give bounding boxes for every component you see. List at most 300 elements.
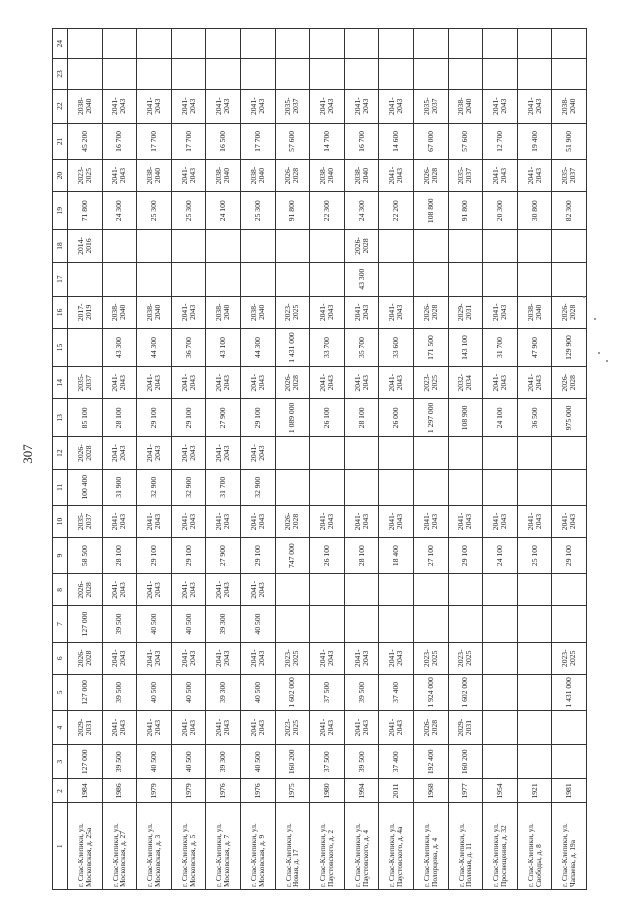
table-cell: 2041-2043 bbox=[240, 89, 275, 123]
table-cell: 2029-2031 bbox=[448, 711, 483, 745]
table-cell: 2023-2025 bbox=[413, 367, 448, 399]
table-cell: 1 602 000 bbox=[448, 674, 483, 710]
table-cell: 43 100 bbox=[206, 328, 241, 366]
table-cell bbox=[206, 230, 241, 262]
table-cell: 2041-2043 bbox=[206, 437, 241, 469]
table-cell: 2041-2043 bbox=[517, 367, 552, 399]
table-cell: 2041-2043 bbox=[102, 437, 137, 469]
table-cell: 171 500 bbox=[413, 328, 448, 366]
table-cell: 2029-2031 bbox=[68, 711, 103, 745]
table-cell bbox=[483, 437, 518, 469]
table-cell bbox=[68, 328, 103, 366]
address-cell: г. Спас-Клепики, ул. Московская, д. 9 bbox=[240, 803, 275, 890]
table-row bbox=[275, 29, 310, 890]
column-header: 7 bbox=[53, 606, 68, 642]
table-cell: 2041-2043 bbox=[379, 711, 414, 745]
table-cell: 129 900 bbox=[552, 328, 587, 366]
table-cell: 2041-2043 bbox=[206, 574, 241, 606]
table-row bbox=[68, 29, 103, 890]
table-cell: 2041-2043 bbox=[206, 89, 241, 123]
table-cell: 2023-2025 bbox=[68, 159, 103, 191]
table-cell bbox=[137, 262, 172, 296]
table-cell: 16 500 bbox=[206, 123, 241, 159]
table-cell: 1968 bbox=[413, 779, 448, 803]
table-cell bbox=[448, 606, 483, 642]
table-cell: 2041-2043 bbox=[102, 159, 137, 191]
table-cell bbox=[68, 262, 103, 296]
table-cell: 2038-2040 bbox=[137, 159, 172, 191]
table-cell: 2041-2043 bbox=[102, 642, 137, 674]
table-cell: 85 100 bbox=[68, 399, 103, 437]
table-cell bbox=[483, 606, 518, 642]
table-row bbox=[240, 29, 275, 890]
table-cell: 2041-2043 bbox=[137, 367, 172, 399]
table-cell bbox=[483, 59, 518, 89]
table-cell: 57 600 bbox=[448, 123, 483, 159]
table-cell: 1 431 000 bbox=[275, 328, 310, 366]
table-cell: 27 100 bbox=[413, 538, 448, 574]
column-header: 2 bbox=[53, 779, 68, 803]
table-cell bbox=[344, 606, 379, 642]
table-cell: 2038-2040 bbox=[517, 296, 552, 328]
table-cell bbox=[448, 574, 483, 606]
table-cell bbox=[206, 262, 241, 296]
column-header: 6 bbox=[53, 642, 68, 674]
address-cell: г. Спас-Клепики, ул. Свободы, д. 8 bbox=[517, 803, 552, 890]
table-cell: 37 500 bbox=[310, 745, 345, 779]
table-cell: 28 100 bbox=[344, 538, 379, 574]
table-cell bbox=[483, 262, 518, 296]
table-cell: 2023-2025 bbox=[275, 296, 310, 328]
table-cell: 26 000 bbox=[379, 399, 414, 437]
table-cell bbox=[275, 606, 310, 642]
table-row bbox=[206, 29, 241, 890]
table-cell bbox=[310, 262, 345, 296]
table-cell bbox=[483, 642, 518, 674]
table-cell bbox=[483, 574, 518, 606]
table-cell: 19 400 bbox=[517, 123, 552, 159]
table-cell bbox=[517, 29, 552, 59]
table-cell: 1986 bbox=[102, 779, 137, 803]
table-cell: 28 100 bbox=[344, 399, 379, 437]
column-header: 10 bbox=[53, 505, 68, 537]
table-cell: 24 100 bbox=[483, 399, 518, 437]
table-cell bbox=[68, 29, 103, 59]
table-cell: 160 200 bbox=[275, 745, 310, 779]
table-cell bbox=[552, 230, 587, 262]
table-cell: 108 900 bbox=[448, 399, 483, 437]
table-cell: 24 100 bbox=[206, 192, 241, 230]
table-cell bbox=[483, 469, 518, 505]
table-cell: 2041-2043 bbox=[240, 437, 275, 469]
column-header: 1 bbox=[53, 803, 68, 890]
table-cell: 2038-2040 bbox=[137, 296, 172, 328]
table-cell: 45 200 bbox=[68, 123, 103, 159]
table-cell: 25 300 bbox=[137, 192, 172, 230]
table-cell: 39 300 bbox=[206, 606, 241, 642]
table-cell bbox=[344, 437, 379, 469]
table-cell: 24 300 bbox=[344, 192, 379, 230]
column-header: 4 bbox=[53, 711, 68, 745]
table-cell bbox=[310, 29, 345, 59]
table-cell bbox=[240, 59, 275, 89]
table-cell: 26 100 bbox=[310, 399, 345, 437]
table-cell: 30 800 bbox=[517, 192, 552, 230]
table-cell: 2041-2043 bbox=[310, 642, 345, 674]
table-cell: 2041-2043 bbox=[379, 89, 414, 123]
table-cell: 2029-2031 bbox=[448, 296, 483, 328]
table-cell bbox=[310, 606, 345, 642]
table-cell bbox=[413, 230, 448, 262]
table-cell bbox=[413, 59, 448, 89]
table-cell bbox=[448, 29, 483, 59]
table-row bbox=[517, 29, 552, 890]
column-header: 12 bbox=[53, 437, 68, 469]
table-cell: 2038-2040 bbox=[206, 159, 241, 191]
table-cell bbox=[483, 711, 518, 745]
table-cell: 2041-2043 bbox=[102, 505, 137, 537]
table-cell: 1984 bbox=[68, 779, 103, 803]
address-cell: г. Спас-Клепики, ул. Просвещения, д. 32 bbox=[483, 803, 518, 890]
address-cell: г. Спас-Клепики, ул. Московская, д. 7 bbox=[206, 803, 241, 890]
table-cell: 127 000 bbox=[68, 745, 103, 779]
table-cell: 2041-2043 bbox=[102, 574, 137, 606]
table-cell: 18 400 bbox=[379, 538, 414, 574]
table-cell: 2038-2040 bbox=[240, 296, 275, 328]
table-cell bbox=[552, 29, 587, 59]
table-cell: 39 500 bbox=[102, 674, 137, 710]
table-cell: 1980 bbox=[310, 779, 345, 803]
table-cell bbox=[310, 574, 345, 606]
table-cell: 36 700 bbox=[171, 328, 206, 366]
table-cell: 40 500 bbox=[137, 674, 172, 710]
table-cell bbox=[171, 59, 206, 89]
table-cell bbox=[379, 29, 414, 59]
table-cell: 25 300 bbox=[240, 192, 275, 230]
table-cell: 22 200 bbox=[379, 192, 414, 230]
table-cell: 39 500 bbox=[344, 674, 379, 710]
table-cell: 2041-2043 bbox=[171, 574, 206, 606]
table-cell bbox=[448, 59, 483, 89]
table-cell: 2035-2037 bbox=[552, 159, 587, 191]
table-cell bbox=[517, 711, 552, 745]
table-cell: 1975 bbox=[275, 779, 310, 803]
table-cell: 2023-2025 bbox=[275, 711, 310, 745]
table-cell: 2026-2028 bbox=[552, 367, 587, 399]
table-cell: 2023-2025 bbox=[552, 642, 587, 674]
table-cell: 2041-2043 bbox=[137, 574, 172, 606]
table-cell: 2038-2040 bbox=[552, 89, 587, 123]
table-cell bbox=[102, 262, 137, 296]
table-cell bbox=[379, 262, 414, 296]
table-cell: 2041-2043 bbox=[310, 711, 345, 745]
table-cell: 91 800 bbox=[448, 192, 483, 230]
table-cell bbox=[240, 262, 275, 296]
table-cell: 2041-2043 bbox=[171, 642, 206, 674]
table-cell: 57 600 bbox=[275, 123, 310, 159]
table-cell: 2041-2043 bbox=[517, 159, 552, 191]
table-cell: 2026-2028 bbox=[275, 505, 310, 537]
table-cell: 2041-2043 bbox=[310, 89, 345, 123]
table-cell: 29 100 bbox=[552, 538, 587, 574]
address-cell: г. Спас-Клепики, ул. Новая, д. 17 bbox=[275, 803, 310, 890]
table-cell bbox=[310, 230, 345, 262]
table-cell bbox=[206, 29, 241, 59]
table-cell: 2026-2028 bbox=[552, 296, 587, 328]
table-cell: 1976 bbox=[240, 779, 275, 803]
table-cell: 2041-2043 bbox=[310, 505, 345, 537]
table-cell: 2041-2043 bbox=[137, 711, 172, 745]
table-cell: 24 100 bbox=[483, 538, 518, 574]
table-cell: 2041-2043 bbox=[206, 711, 241, 745]
table-cell bbox=[552, 574, 587, 606]
table-row bbox=[310, 29, 345, 890]
table-cell bbox=[275, 230, 310, 262]
table-cell bbox=[275, 469, 310, 505]
table-cell: 51 900 bbox=[552, 123, 587, 159]
column-header: 23 bbox=[53, 59, 68, 89]
table-cell: 2041-2043 bbox=[240, 367, 275, 399]
table-cell: 14 600 bbox=[379, 123, 414, 159]
table-row bbox=[379, 29, 414, 890]
column-header: 15 bbox=[53, 328, 68, 366]
table-cell: 2038-2040 bbox=[310, 159, 345, 191]
table-cell: 2041-2043 bbox=[344, 711, 379, 745]
table-cell: 2041-2043 bbox=[171, 711, 206, 745]
table-cell: 2041-2043 bbox=[240, 711, 275, 745]
table-row bbox=[448, 29, 483, 890]
table-cell: 2026-2028 bbox=[68, 437, 103, 469]
table-cell: 1 089 000 bbox=[275, 399, 310, 437]
table-cell: 32 900 bbox=[137, 469, 172, 505]
table-cell: 2041-2043 bbox=[206, 505, 241, 537]
table-cell: 2041-2043 bbox=[517, 505, 552, 537]
table-cell: 2026-2028 bbox=[344, 230, 379, 262]
table-cell: 100 400 bbox=[68, 469, 103, 505]
table-cell: 25 100 bbox=[517, 538, 552, 574]
table-cell: 2017-2019 bbox=[68, 296, 103, 328]
table-cell: 2041-2043 bbox=[240, 574, 275, 606]
table-cell: 1954 bbox=[483, 779, 518, 803]
table-cell: 2038-2040 bbox=[448, 89, 483, 123]
table-cell bbox=[275, 29, 310, 59]
address-cell: г. Спас-Клепики, ул. Московская, д. 27 bbox=[102, 803, 137, 890]
table-cell bbox=[137, 29, 172, 59]
address-cell: г. Спас-Клепики, ул. Паустовского, д. 4 bbox=[344, 803, 379, 890]
table-cell: 127 000 bbox=[68, 674, 103, 710]
table-cell bbox=[413, 262, 448, 296]
table-cell bbox=[517, 262, 552, 296]
table-cell bbox=[275, 59, 310, 89]
table-cell: 160 200 bbox=[448, 745, 483, 779]
table-cell: 1976 bbox=[206, 779, 241, 803]
table-cell: 2026-2028 bbox=[413, 159, 448, 191]
column-header: 11 bbox=[53, 469, 68, 505]
table-cell: 2041-2043 bbox=[102, 711, 137, 745]
table-cell: 29 100 bbox=[240, 538, 275, 574]
table-cell bbox=[68, 59, 103, 89]
table-cell: 2026-2028 bbox=[275, 367, 310, 399]
table-cell: 2041-2043 bbox=[413, 505, 448, 537]
table-cell: 2026-2028 bbox=[413, 711, 448, 745]
table-cell bbox=[517, 642, 552, 674]
table-row bbox=[344, 29, 379, 890]
table-cell: 29 100 bbox=[240, 399, 275, 437]
table-cell bbox=[517, 59, 552, 89]
table-cell: 2041-2043 bbox=[310, 296, 345, 328]
address-cell: г. Спас-Клепики, ул. Паустовского, д. 2 bbox=[310, 803, 345, 890]
table-cell: 2041-2043 bbox=[483, 505, 518, 537]
table-cell: 82 300 bbox=[552, 192, 587, 230]
table-cell bbox=[483, 29, 518, 59]
table-cell bbox=[379, 59, 414, 89]
table-cell: 2041-2043 bbox=[344, 505, 379, 537]
table-cell: 2038-2040 bbox=[102, 296, 137, 328]
column-header: 17 bbox=[53, 262, 68, 296]
table-row bbox=[137, 29, 172, 890]
table-cell: 1 297 000 bbox=[413, 399, 448, 437]
scan-speck bbox=[583, 296, 585, 298]
table-cell: 39 500 bbox=[102, 745, 137, 779]
table-cell bbox=[413, 469, 448, 505]
table-cell bbox=[448, 437, 483, 469]
column-header: 21 bbox=[53, 123, 68, 159]
table-cell: 27 900 bbox=[206, 399, 241, 437]
table-cell: 2026-2028 bbox=[413, 296, 448, 328]
table-cell: 2041-2043 bbox=[137, 505, 172, 537]
table-row bbox=[102, 29, 137, 890]
table-cell: 2041-2043 bbox=[517, 89, 552, 123]
table-cell bbox=[240, 230, 275, 262]
table-cell: 1 924 000 bbox=[413, 674, 448, 710]
scan-speck bbox=[594, 318, 596, 320]
column-header: 3 bbox=[53, 745, 68, 779]
table-cell: 2041-2043 bbox=[102, 367, 137, 399]
table-row bbox=[413, 29, 448, 890]
table-cell: 37 400 bbox=[379, 745, 414, 779]
table-cell: 2041-2043 bbox=[379, 642, 414, 674]
table-cell: 43 300 bbox=[102, 328, 137, 366]
table-cell: 39 300 bbox=[206, 745, 241, 779]
table-cell bbox=[483, 745, 518, 779]
table-cell: 40 500 bbox=[171, 606, 206, 642]
table-cell: 2041-2043 bbox=[483, 367, 518, 399]
table-cell: 17 700 bbox=[240, 123, 275, 159]
address-cell: г. Спас-Клепики, ул. Паустовского, д. 4а bbox=[379, 803, 414, 890]
address-cell: г. Спас-Клепики, ул. Полорцова, д. 4 bbox=[413, 803, 448, 890]
table-cell: 1 602 000 bbox=[275, 674, 310, 710]
table-cell: 2041-2043 bbox=[483, 89, 518, 123]
table-body bbox=[68, 29, 587, 890]
table-cell: 2041-2043 bbox=[206, 367, 241, 399]
page-number: 307 bbox=[20, 444, 35, 464]
table-cell: 39 300 bbox=[206, 674, 241, 710]
table-cell bbox=[310, 59, 345, 89]
table-cell: 28 100 bbox=[102, 399, 137, 437]
scanned-table-area bbox=[52, 28, 587, 890]
table-cell: 27 900 bbox=[206, 538, 241, 574]
table-cell: 2026-2028 bbox=[275, 159, 310, 191]
table-cell: 58 500 bbox=[68, 538, 103, 574]
address-cell: г. Спас-Клепики, ул. Московская, д. 3 bbox=[137, 803, 172, 890]
table-cell: 16 700 bbox=[102, 123, 137, 159]
column-header: 5 bbox=[53, 674, 68, 710]
table-cell: 2041-2043 bbox=[344, 642, 379, 674]
table-cell: 40 500 bbox=[240, 745, 275, 779]
table-cell: 2041-2043 bbox=[137, 89, 172, 123]
table-cell bbox=[552, 606, 587, 642]
table-cell bbox=[137, 59, 172, 89]
table-cell bbox=[102, 59, 137, 89]
address-cell: г. Спас-Клепики, ул. Полевая, д. 11 bbox=[448, 803, 483, 890]
table-cell: 25 300 bbox=[171, 192, 206, 230]
table-cell: 2035-2037 bbox=[68, 505, 103, 537]
table-cell bbox=[517, 606, 552, 642]
table-cell bbox=[552, 262, 587, 296]
column-header: 16 bbox=[53, 296, 68, 328]
table-cell: 33 600 bbox=[379, 328, 414, 366]
table-cell bbox=[240, 29, 275, 59]
table-cell: 2041-2043 bbox=[240, 505, 275, 537]
table-cell bbox=[275, 574, 310, 606]
table-cell: 747 000 bbox=[275, 538, 310, 574]
table-cell: 2041-2043 bbox=[379, 505, 414, 537]
table-cell bbox=[379, 469, 414, 505]
table-cell bbox=[413, 606, 448, 642]
table-cell: 2035-2037 bbox=[448, 159, 483, 191]
table-cell bbox=[310, 437, 345, 469]
table-cell bbox=[517, 230, 552, 262]
table-cell bbox=[413, 29, 448, 59]
table-cell bbox=[552, 469, 587, 505]
table-cell: 2041-2043 bbox=[171, 367, 206, 399]
table-cell bbox=[344, 29, 379, 59]
table-cell: 2026-2028 bbox=[68, 574, 103, 606]
table-cell: 1994 bbox=[344, 779, 379, 803]
address-cell: г. Спас-Клепики, ул. Чапаева, д. 19а bbox=[552, 803, 587, 890]
table-cell bbox=[552, 437, 587, 469]
rotated-table-container bbox=[52, 28, 587, 890]
table-cell: 40 500 bbox=[171, 674, 206, 710]
table-cell bbox=[448, 469, 483, 505]
table-cell: 2041-2043 bbox=[379, 367, 414, 399]
table-cell: 2035-2037 bbox=[413, 89, 448, 123]
table-cell: 1979 bbox=[171, 779, 206, 803]
table-cell: 108 800 bbox=[413, 192, 448, 230]
table-cell: 2041-2043 bbox=[171, 89, 206, 123]
table-cell: 67 000 bbox=[413, 123, 448, 159]
table-cell: 40 500 bbox=[240, 606, 275, 642]
table-cell: 1979 bbox=[137, 779, 172, 803]
table-cell: 31 900 bbox=[102, 469, 137, 505]
table-cell bbox=[413, 574, 448, 606]
table-cell: 40 500 bbox=[240, 674, 275, 710]
table-cell bbox=[171, 262, 206, 296]
table-cell: 2041-2043 bbox=[344, 367, 379, 399]
column-header: 20 bbox=[53, 159, 68, 191]
table-cell: 1 431 000 bbox=[552, 674, 587, 710]
header-row bbox=[53, 29, 68, 890]
scan-speck bbox=[606, 360, 608, 362]
table-cell bbox=[275, 262, 310, 296]
table-cell: 71 800 bbox=[68, 192, 103, 230]
table-cell: 2023-2025 bbox=[448, 642, 483, 674]
table-cell bbox=[344, 469, 379, 505]
table-cell bbox=[344, 59, 379, 89]
scan-speck bbox=[598, 352, 600, 354]
table-cell: 40 500 bbox=[171, 745, 206, 779]
table-cell bbox=[517, 574, 552, 606]
